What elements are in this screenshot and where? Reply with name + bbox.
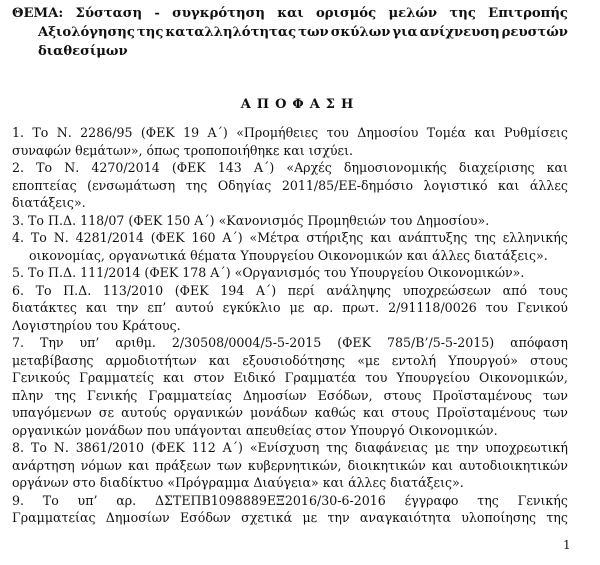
word: (ΦΕΚ — [140, 125, 175, 140]
word: (ΦΕΚ — [171, 160, 206, 175]
recital-line — [12, 124, 568, 142]
word: 6. — [12, 282, 25, 298]
word: Υπουργείου — [396, 370, 470, 385]
recital-line — [12, 369, 568, 387]
word: του — [365, 370, 388, 385]
word: 7. — [12, 335, 25, 350]
word: εντολή — [391, 352, 437, 368]
word: την — [456, 440, 479, 455]
word: υποχρεωτική — [485, 440, 568, 455]
recital-item — [12, 229, 568, 264]
word: στους — [530, 352, 568, 368]
word: Τομέα — [426, 125, 466, 140]
recital-line — [12, 509, 568, 527]
word: Γενικούς — [12, 370, 71, 385]
word: 8. — [12, 440, 25, 455]
word: οργανικών — [173, 405, 244, 420]
word: 143 — [217, 160, 242, 175]
word: 3861/2010 — [75, 440, 145, 455]
word: 1. — [12, 125, 25, 140]
word: περί — [287, 282, 315, 298]
word: σε — [98, 405, 115, 420]
word: έγγραφο — [404, 492, 459, 508]
word: με — [434, 440, 450, 455]
word: «Αρχές — [286, 160, 332, 175]
word: διοικητικών — [347, 457, 426, 473]
word: υπ’ — [79, 335, 100, 350]
word: 113/2010 — [102, 282, 164, 298]
word: Γραμματείας — [148, 387, 232, 403]
word: «Μέτρα — [249, 230, 300, 245]
word: στους — [383, 387, 422, 403]
word: δημοσιονομικής — [343, 160, 447, 175]
word: και — [370, 230, 392, 245]
word: στους — [391, 405, 430, 420]
word: διατάκτες — [12, 300, 77, 315]
word: υποχρεώσεων — [402, 282, 492, 298]
word: διαφάνειας — [354, 440, 428, 455]
page-number: 1 — [563, 538, 571, 552]
word: Ειδικό — [233, 370, 276, 385]
word: του — [485, 300, 508, 315]
word: αρμοδιοτήτων — [105, 352, 197, 368]
word: με — [302, 510, 318, 525]
word: από — [502, 282, 528, 298]
word: Ν. — [64, 160, 80, 175]
word: Το — [42, 492, 59, 508]
word: αυτοδιοικητικών — [459, 457, 568, 473]
word: και — [431, 457, 454, 473]
word: (ΦΕΚ — [150, 230, 185, 245]
recital-line: 3. Το Π.Δ. 118/07 (ΦΕΚ 150 Α΄) «Κανονισμός Προμηθειών του Δημοσίου». — [12, 212, 490, 228]
word: αριθμ. — [115, 335, 156, 350]
word: των — [543, 405, 568, 420]
recital-line: συναφών θεμάτων», όπως τροποποιήθηκε και ισχύει. — [12, 142, 354, 158]
word: Σύσταση — [75, 6, 143, 21]
word: πρωτ. — [342, 300, 380, 315]
word: Το — [35, 282, 52, 298]
word: Γραμματείς — [79, 370, 155, 385]
recital-line — [12, 404, 568, 422]
recital-item — [12, 124, 568, 159]
subject-line — [12, 23, 568, 42]
word: Ν. — [53, 230, 69, 245]
word: 160 — [191, 230, 216, 245]
word: 19 — [183, 125, 200, 140]
word: Α΄) — [255, 282, 277, 298]
word: στήριξης — [306, 230, 364, 245]
word: τους — [538, 282, 568, 298]
word: Οικονομικών, — [479, 370, 568, 385]
word: σχετικά — [241, 510, 293, 525]
word: Το — [36, 160, 53, 175]
word: κυβερνητικών, — [247, 457, 342, 473]
recital-line — [12, 229, 568, 247]
recital-line — [12, 439, 568, 457]
recital-item — [12, 264, 568, 282]
recital-line: οικονομίας, οργανωτικά θέματα Υπουργείου Οικονομικών και άλλες διατάξεις». — [29, 247, 548, 263]
word: μεταβίβασης — [12, 352, 94, 368]
word: Α΄) — [207, 125, 228, 140]
word: 785/Β’/5-5-2015) — [386, 335, 495, 350]
word: και — [128, 457, 150, 473]
word: Υπουργού» — [448, 352, 518, 368]
word: Ρυθμίσεις — [504, 125, 568, 140]
word: (ενσωμάτωση — [87, 177, 176, 193]
word: Ν. — [56, 125, 72, 140]
word: υπ’ — [77, 492, 98, 508]
word: (ΦΕΚ — [337, 335, 372, 350]
word: με — [289, 300, 305, 315]
word: και — [498, 177, 520, 193]
recital-item — [12, 334, 568, 439]
word: 4281/2014 — [75, 230, 144, 245]
word: Προϊσταμένους — [432, 387, 533, 403]
word: ελληνικής — [502, 230, 568, 245]
word: Δημοσίου — [357, 125, 419, 140]
word: στον — [193, 370, 225, 385]
word: Το — [30, 440, 47, 455]
word: εξουσιοδότησης — [242, 352, 346, 368]
word: 2. — [12, 160, 25, 175]
word: συγκρότηση — [172, 6, 265, 21]
word: εποπτείας — [12, 177, 77, 193]
word: Α΄) — [253, 160, 275, 175]
word: (ΦΕΚ — [174, 282, 209, 298]
word: και — [546, 160, 568, 175]
word: της — [136, 25, 164, 40]
word: και — [474, 125, 496, 140]
decision-heading: ΑΠΟΦΑΣΗ — [240, 97, 360, 112]
recital-line — [12, 177, 568, 195]
word: αυτού — [175, 300, 214, 315]
recital-line: 5. Το Π.Δ. 111/2014 (ΦΕΚ 178 Α΄) «Οργανισμός του Υπουργείου Οικονομικών». — [12, 265, 525, 280]
word: Εσόδων — [179, 510, 231, 525]
recital-line: οργανικών μονάδων που υπάγονται απευθείας στον Υπουργό Οικονομικών. — [12, 422, 498, 438]
word: Γραμματέα — [284, 370, 357, 385]
word: Γενικής — [517, 492, 568, 508]
word: ανάληψης — [326, 282, 392, 298]
word: νόμων — [80, 457, 123, 473]
word: των — [217, 457, 242, 473]
word: 4. — [12, 230, 25, 245]
word: της — [477, 492, 499, 508]
word: 9. — [12, 492, 25, 508]
word: Το — [32, 125, 49, 140]
word: και — [277, 6, 304, 21]
word: ορισμός — [315, 6, 377, 21]
word: των — [543, 387, 568, 403]
word: Δημοσίων — [105, 510, 170, 525]
word: Το — [30, 230, 47, 245]
word: της — [54, 387, 77, 403]
recital-line — [12, 492, 568, 510]
word: πράξεων — [155, 457, 211, 473]
recital-line — [12, 299, 568, 317]
word: ανάρτηση — [12, 457, 75, 473]
word: επ’ — [147, 300, 167, 315]
word: πλην — [12, 387, 44, 403]
word: (ΦΕΚ — [150, 440, 185, 455]
word: σκύλων — [330, 25, 391, 40]
recital-line — [12, 334, 568, 352]
word: Δημοσίων — [242, 387, 307, 403]
word: ΔΣΤΕΠΒ1098889ΕΞ2016/30-6-2016 — [154, 492, 386, 508]
word: Γενικού — [516, 300, 568, 315]
word: ανάπτυξης — [398, 230, 468, 245]
word: διαχείρισης — [458, 160, 535, 175]
word: Προϊσταμένους — [436, 405, 536, 420]
word: καθώς — [314, 405, 356, 420]
word: ανίχνευση — [419, 25, 500, 40]
word: 112 — [191, 440, 216, 455]
word: αυτούς — [121, 405, 167, 420]
word: «Ενίσχυση — [249, 440, 320, 455]
word: την — [116, 300, 139, 315]
word: απόφαση — [510, 335, 568, 350]
word: αρ. — [116, 492, 137, 508]
subject-line — [12, 4, 568, 23]
recital-item — [12, 492, 568, 527]
word: 4270/2014 — [91, 160, 160, 175]
recital-line — [12, 457, 568, 475]
word: Ν. — [53, 440, 69, 455]
word: του — [326, 125, 349, 140]
word: μονάδων — [250, 405, 308, 420]
word: Α΄) — [222, 230, 243, 245]
word: 2011/85/ΕΕ-δημόσιο — [281, 177, 414, 193]
word: υλοποίησης — [461, 510, 537, 525]
recital-line: Λογιστηρίου του Κράτους. — [12, 317, 181, 333]
word: ρευστών — [501, 25, 568, 40]
word: Α΄) — [222, 440, 243, 455]
recital-item — [12, 212, 568, 230]
recital-line — [12, 159, 568, 177]
word: άλλες — [529, 177, 568, 193]
recital-line — [12, 282, 568, 300]
recital-item — [12, 282, 568, 335]
word: Γραμματείας — [12, 510, 96, 525]
recital-line: διατάξεις». — [12, 195, 86, 210]
subject-block — [12, 4, 568, 61]
word: της — [185, 177, 208, 193]
recitals-list — [12, 124, 568, 527]
word: της — [449, 6, 476, 21]
word: Π.Δ. — [63, 282, 92, 298]
word: 2286/95 — [80, 125, 133, 140]
word: και — [85, 300, 108, 315]
word: 2/91118/0026 — [388, 300, 477, 315]
word: Την — [39, 335, 64, 350]
word: και — [163, 370, 185, 385]
subject-line: διαθεσίμων — [38, 44, 128, 59]
word: Γενικής — [87, 387, 138, 403]
word: και — [208, 352, 231, 368]
word: αρ. — [313, 300, 334, 315]
word: για — [392, 25, 418, 40]
recital-item — [12, 159, 568, 212]
recital-line — [12, 352, 568, 370]
recital-item — [12, 439, 568, 492]
word: εγκύκλιο — [222, 300, 281, 315]
word: της — [474, 230, 496, 245]
recital-line: οργάνων στο διαδίκτυο «Πρόγραμμα Διαύγεια» και άλλες διατάξεις». — [12, 475, 464, 490]
word: της — [546, 510, 568, 525]
word: λογιστικό — [423, 177, 488, 193]
word: Επιτροπής — [488, 6, 568, 21]
word: Αξιολόγησης — [38, 25, 135, 40]
word: υπαγόμενων — [12, 405, 92, 420]
word: Εσόδων, — [317, 387, 373, 403]
word: - — [154, 6, 160, 21]
word: αναγκαιότητα — [359, 510, 451, 525]
recital-line — [12, 387, 568, 405]
word: μελών — [388, 6, 438, 21]
word: 194 — [220, 282, 245, 298]
word: και — [363, 405, 385, 420]
word: καταλληλότητας — [165, 25, 297, 40]
word: των — [298, 25, 329, 40]
word: την — [327, 510, 350, 525]
word: «με — [357, 352, 380, 368]
word: ΘΕΜΑ: — [12, 6, 64, 21]
word: της — [326, 440, 348, 455]
word: Οδηγίας — [217, 177, 272, 193]
word: «Προμήθειες — [236, 125, 319, 140]
word: 2/30508/0004/5-5-2015 — [171, 335, 322, 350]
